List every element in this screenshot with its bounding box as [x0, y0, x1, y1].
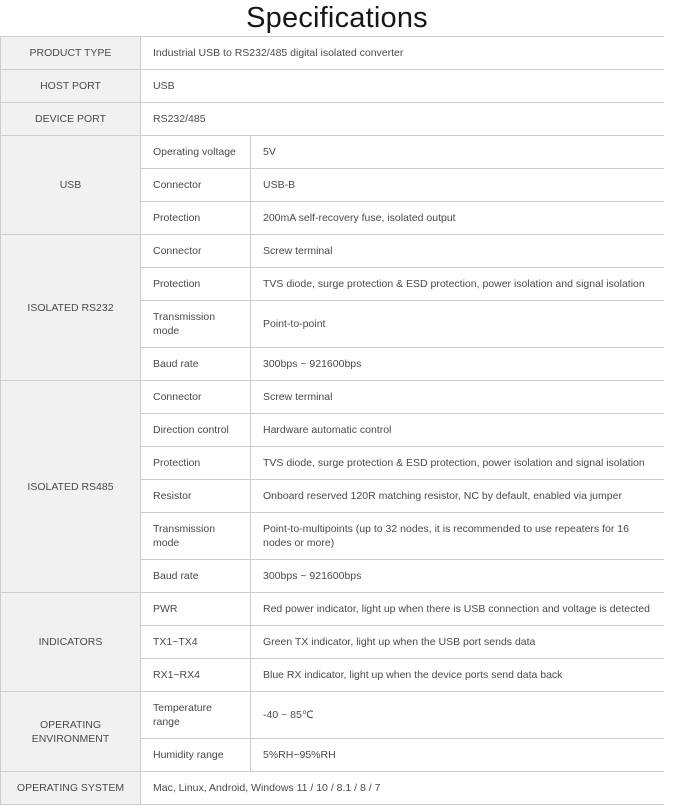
spec-label: Humidity range [141, 739, 251, 772]
category-cell-operating-environment: OPERATING ENVIRONMENT [1, 692, 141, 772]
spec-label: Operating voltage [141, 136, 251, 169]
spec-value: USB-B [251, 169, 664, 202]
row-host-port [1, 70, 664, 103]
spec-label: Transmission mode [141, 513, 251, 560]
category-cell-host-port: HOST PORT [1, 70, 141, 103]
spec-label: RX1~RX4 [141, 659, 251, 692]
spec-value: 200mA self-recovery fuse, isolated output [251, 202, 664, 235]
spec-label: Direction control [141, 414, 251, 447]
spec-value: Onboard reserved 120R matching resistor, NC by default, enabled via jumper [251, 480, 664, 513]
spec-value: 300bps ~ 921600bps [251, 348, 664, 381]
spec-value: RS232/485 [141, 103, 664, 136]
row-operating-system [1, 772, 664, 805]
row-rs485-connector [1, 381, 664, 414]
spec-label: TX1~TX4 [141, 626, 251, 659]
spec-label: Baud rate [141, 560, 251, 593]
category-cell-product-type: PRODUCT TYPE [1, 37, 141, 70]
spec-value: Mac, Linux, Android, Windows 11 / 10 / 8.1 / 8 / 7 [141, 772, 664, 805]
category-cell-isolated-rs232: ISOLATED RS232 [1, 235, 141, 381]
category-cell-device-port: DEVICE PORT [1, 103, 141, 136]
spec-value: 5%RH~95%RH [251, 739, 664, 772]
row-usb-operating-voltage [1, 136, 664, 169]
spec-label: Baud rate [141, 348, 251, 381]
page-title: Specifications [246, 2, 428, 34]
row-indicators-pwr [1, 593, 664, 626]
spec-value: Industrial USB to RS232/485 digital isolated converter [141, 37, 664, 70]
spec-label: Transmission mode [141, 301, 251, 348]
spec-value: TVS diode, surge protection & ESD protection, power isolation and signal isolation [251, 268, 664, 301]
spec-label: Protection [141, 447, 251, 480]
spec-value: Green TX indicator, light up when the USB port sends data [251, 626, 664, 659]
spec-value: 5V [251, 136, 664, 169]
spec-value: Blue RX indicator, light up when the device ports send data back [251, 659, 664, 692]
category-cell-usb: USB [1, 136, 141, 235]
spec-value: TVS diode, surge protection & ESD protection, power isolation and signal isolation [251, 447, 664, 480]
spec-label: Resistor [141, 480, 251, 513]
spec-label: PWR [141, 593, 251, 626]
spec-value: Point-to-point [251, 301, 664, 348]
spec-value: Red power indicator, light up when there is USB connection and voltage is detected [251, 593, 664, 626]
spec-value: Screw terminal [251, 235, 664, 268]
row-rs232-connector [1, 235, 664, 268]
row-product-type [1, 37, 664, 70]
spec-label: Protection [141, 202, 251, 235]
category-cell-isolated-rs485: ISOLATED RS485 [1, 381, 141, 593]
spec-value: Hardware automatic control [251, 414, 664, 447]
spec-value: 300bps ~ 921600bps [251, 560, 664, 593]
spec-label: Connector [141, 381, 251, 414]
spec-value: USB [141, 70, 664, 103]
specifications-table [0, 36, 664, 805]
spec-value: Point-to-multipoints (up to 32 nodes, it is recommended to use repeaters for 16 nodes or more) [251, 513, 664, 560]
spec-value: Screw terminal [251, 381, 664, 414]
spec-value: -40 ~ 85℃ [251, 692, 664, 739]
spec-label: Protection [141, 268, 251, 301]
row-device-port [1, 103, 664, 136]
spec-label: Connector [141, 169, 251, 202]
spec-label: Temperature range [141, 692, 251, 739]
row-env-temperature [1, 692, 664, 739]
spec-label: Connector [141, 235, 251, 268]
category-cell-operating-system: OPERATING SYSTEM [1, 772, 141, 805]
category-cell-indicators: INDICATORS [1, 593, 141, 692]
